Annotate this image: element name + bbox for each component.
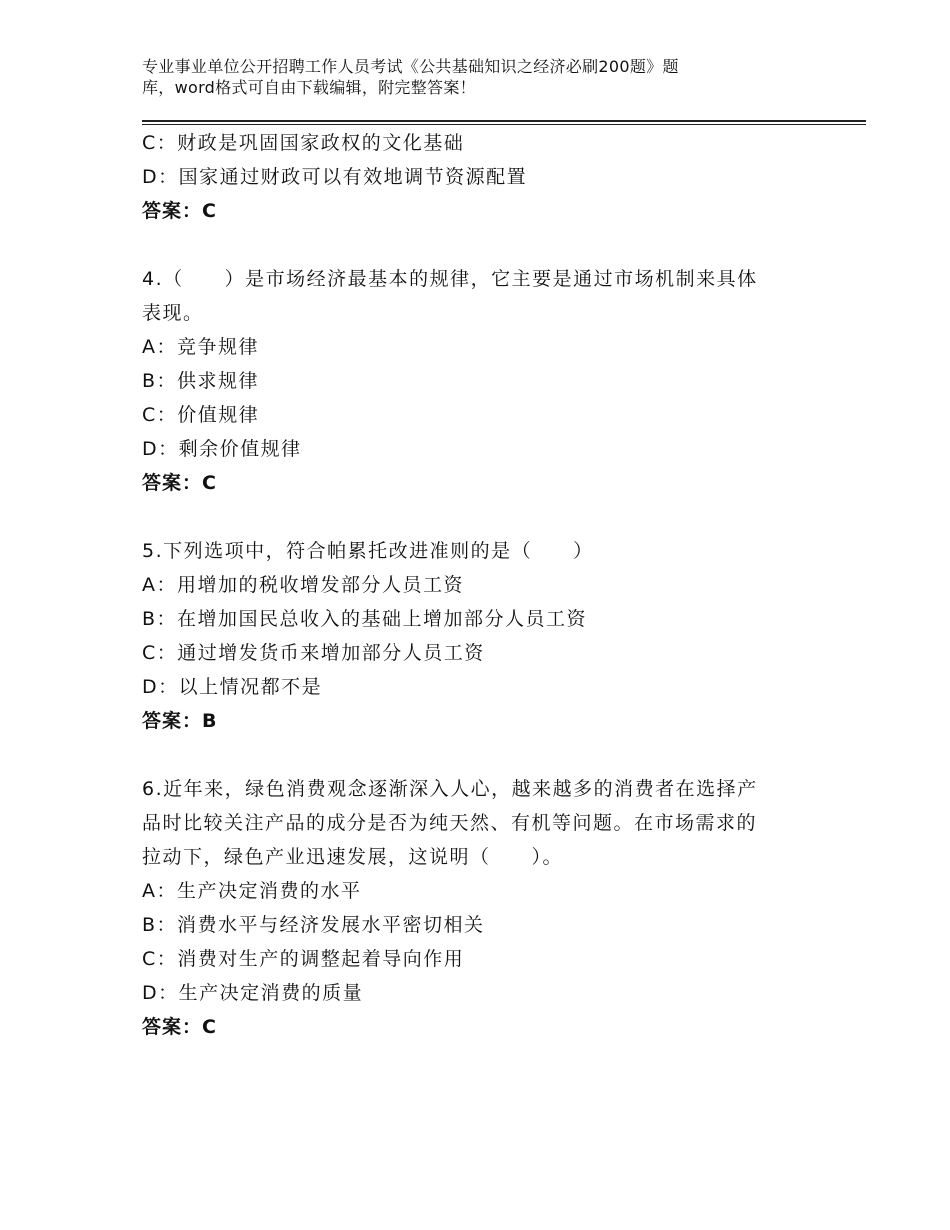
- q6-option-d: D：生产决定消费的质量: [142, 982, 364, 1004]
- q4-stem-line-2: 表现。: [142, 302, 204, 324]
- q4-option-d: D：剩余价值规律: [142, 438, 302, 460]
- q5-option-a: A：用增加的税收增发部分人员工资: [142, 574, 464, 596]
- q5-option-c: C：通过增发货币来增加部分人员工资: [142, 642, 485, 664]
- q4-option-a: A：竞争规律: [142, 336, 259, 358]
- question-4: [142, 262, 802, 500]
- document-header: [142, 56, 782, 98]
- spacer: [142, 228, 802, 262]
- header-title-line-2: 库，word格式可自由下载编辑，附完整答案！: [142, 78, 476, 97]
- q4-answer: 答案：C: [142, 472, 217, 494]
- q6-stem-line-1: 6.近年来，绿色消费观念逐渐深入人心，越来越多的消费者在选择产: [142, 778, 758, 800]
- q6-stem-line-2: 品时比较关注产品的成分是否为纯天然、有机等问题。在市场需求的: [142, 812, 758, 834]
- q4-option-b: B：供求规律: [142, 370, 260, 392]
- q6-option-a: A：生产决定消费的水平: [142, 880, 362, 902]
- q5-answer: 答案：B: [142, 710, 218, 732]
- question-3-continued: [142, 126, 802, 228]
- header-divider: [142, 120, 866, 125]
- q5-option-d: D：以上情况都不是: [142, 676, 323, 698]
- q6-option-c: C：消费对生产的调整起着导向作用: [142, 948, 465, 970]
- q6-option-b: B：消费水平与经济发展水平密切相关: [142, 914, 485, 936]
- q3-option-c: C：财政是巩固国家政权的文化基础: [142, 132, 465, 154]
- header-divider-thick: [142, 120, 866, 122]
- question-5: [142, 534, 802, 738]
- q6-stem-line-3: 拉动下，绿色产业迅速发展，这说明（ ）。: [142, 846, 564, 868]
- q3-option-d: D：国家通过财政可以有效地调节资源配置: [142, 166, 528, 188]
- header-title-line-1: 专业事业单位公开招聘工作人员考试《公共基础知识之经济必刷200题》题: [142, 57, 679, 76]
- question-6: [142, 772, 802, 1044]
- q5-option-b: B：在增加国民总收入的基础上增加部分人员工资: [142, 608, 588, 630]
- header-divider-thin: [142, 124, 866, 125]
- spacer: [142, 738, 802, 772]
- q4-stem-line-1: 4.（ ）是市场经济最基本的规律，它主要是通过市场机制来具体: [142, 268, 758, 290]
- q5-stem-line-1: 5.下列选项中，符合帕累托改进准则的是（ ）: [142, 540, 594, 562]
- spacer: [142, 500, 802, 534]
- q4-option-c: C：价值规律: [142, 404, 260, 426]
- q6-answer: 答案：C: [142, 1016, 217, 1038]
- q3-answer: 答案：C: [142, 200, 217, 222]
- document-body: [142, 126, 802, 1044]
